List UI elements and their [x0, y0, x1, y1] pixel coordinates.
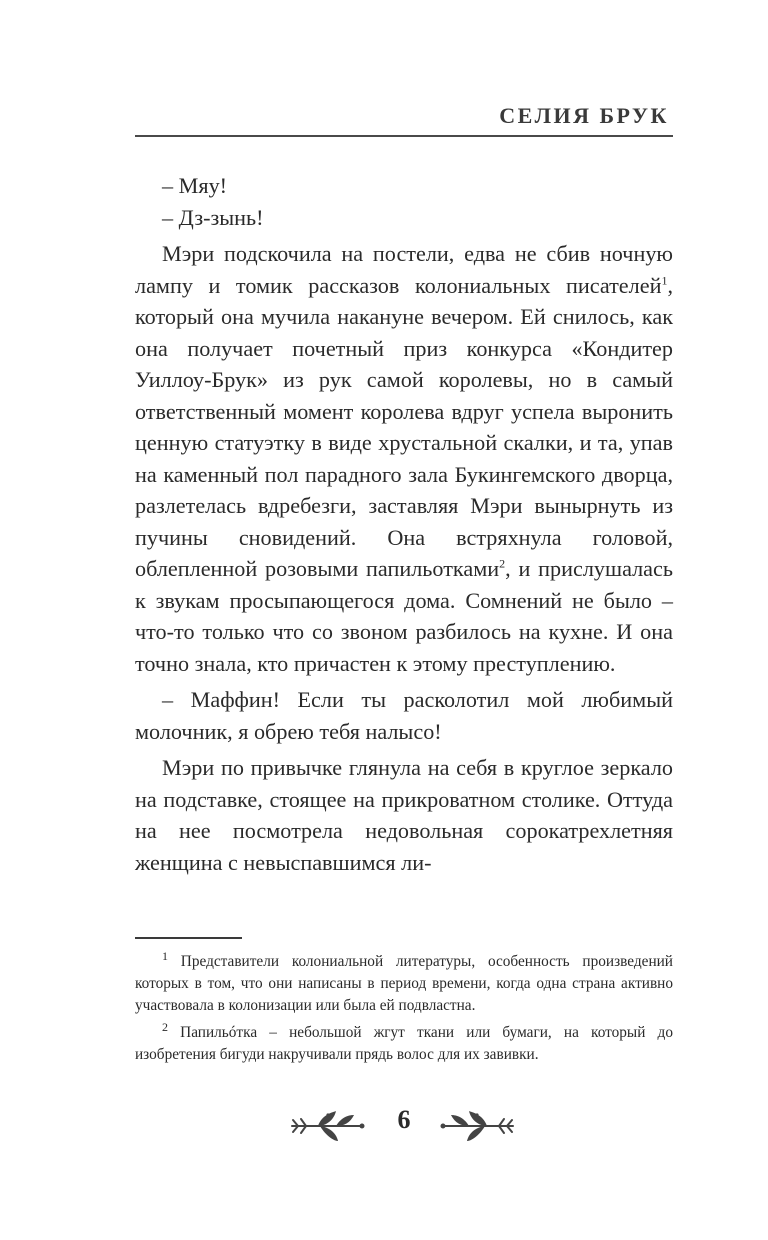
page-footer [0, 1100, 768, 1150]
main-text [135, 170, 673, 878]
header-rule [135, 135, 673, 137]
footnote-1-text: Представители колониальной литературы, особенность произведений которых в том, что они написаны в период времени, когда одна страна активно участвовала в колонизации или была ей подвластна. [135, 953, 673, 1014]
footnote-2-text: Папильóтка – небольшой жгут ткани или бумаги, на который до изобретения бигуди накручивали прядь волос для их завивки. [135, 1024, 673, 1063]
paragraph-2: – Дз-зынь! [162, 204, 264, 230]
footnotes [135, 948, 673, 1066]
paragraph-3-part-c: , и прислушалась к звукам просыпающегося дома. Сомнений не было – что-то только что со звоном разбилось на кухне. И она точно знала, кто причастен к этому преступлению. [135, 556, 673, 676]
footnote-2 [135, 1019, 673, 1066]
leaf-branch-icon [440, 1106, 515, 1146]
header-title: СЕЛИЯ БРУК [499, 103, 669, 128]
paragraph-3 [135, 238, 673, 679]
page-number: 6 [397, 1105, 411, 1134]
paragraph-3-part-a: Мэри подскочила на постели, едва не сбив ночную лампу и томик рассказов колониальных писателей [135, 241, 673, 298]
running-header [135, 103, 673, 129]
paragraph-5: Мэри по привычке глянула на себя в круглое зеркало на подставке, стоящее на прикроватном столике. Оттуда на нее посмотрела недовольная сорокатрехлетняя женщина с невыспавшимся ли- [135, 755, 673, 875]
leaf-branch-icon [290, 1106, 365, 1146]
paragraph-4: – Маффин! Если ты расколотил мой любимый молочник, я обрею тебя налысо! [135, 687, 673, 744]
footnote-1-number: 1 [162, 948, 168, 963]
paragraph-3-part-b: , который она мучила накануне вечером. Ей снилось, как она получает почетный приз конкурса «Кондитер Уиллоу-Брук» из рук самой королевы, но в самый ответственный момент королева вдруг успела выронить ценную статуэтку в виде хрустальной скалки, и та, упав на каменный пол парадного зала Букингемского дворца, разлетелась вдребезги, заставляя Мэри вынырнуть из пучины сновидений. Она встряхнула головой, облепленной розовыми папильотками [135, 272, 673, 581]
footnote-1 [135, 948, 673, 1017]
footnote-rule [135, 937, 242, 939]
footnote-2-number: 2 [162, 1019, 168, 1034]
footnote-ref-2[interactable]: 2 [499, 556, 506, 571]
footnote-ref-1[interactable]: 1 [661, 273, 668, 288]
paragraph-1: – Мяу! [162, 173, 228, 198]
